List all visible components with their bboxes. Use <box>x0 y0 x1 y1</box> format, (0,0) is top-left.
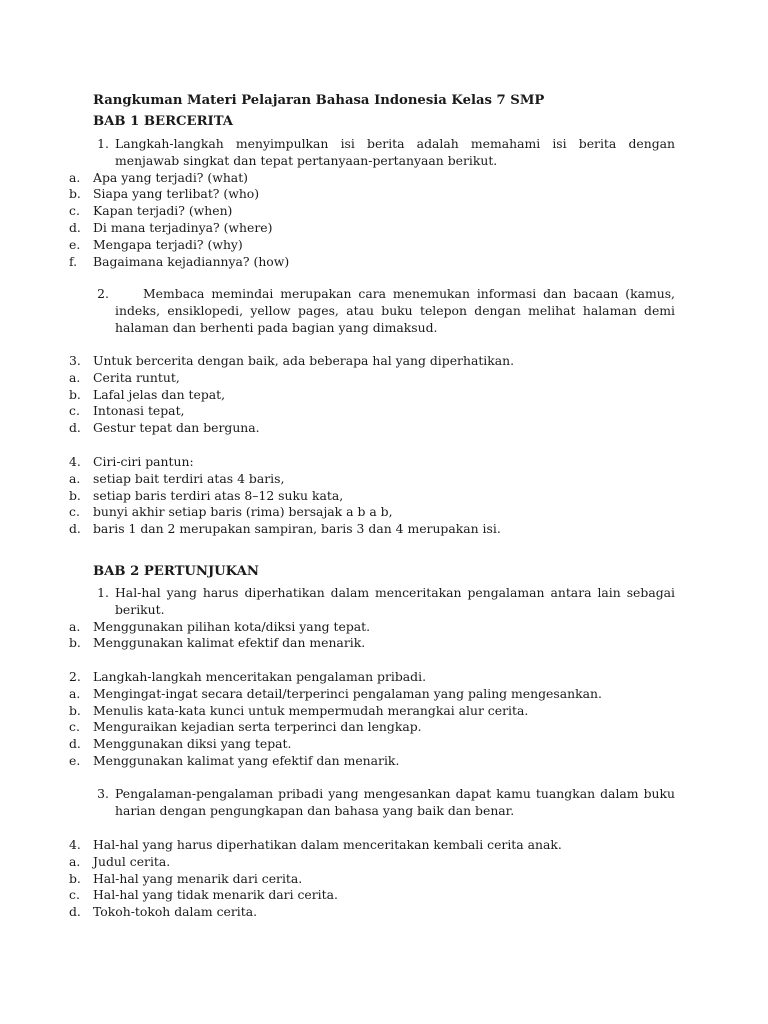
sub-item <box>69 719 675 736</box>
sub-text: Menguraikan kejadian serta terperinci dan lengkap. <box>93 719 422 735</box>
document-title: Rangkuman Materi Pelajaran Bahasa Indonesia Kelas 7 SMP <box>93 93 545 108</box>
sub-marker: b. <box>69 870 81 886</box>
bab2-item3 <box>69 786 675 820</box>
sub-item <box>69 854 675 871</box>
item-text: Pengalaman-pengalaman pribadi yang mengesankan dapat kamu tuangkan dalam buku harian dengan pengungkapan dan bahasa yang baik dan benar. <box>115 786 675 818</box>
sub-text: Lafal jelas dan tepat, <box>93 386 226 402</box>
sub-item <box>69 403 675 420</box>
item-text: Membaca memindai merupakan cara menemukan informasi dan bacaan (kamus, indeks, ensiklopedi, yellow pages, atau buku telepon dengan melihat halaman demi halaman dan berhenti pada bagian yang dimaksud. <box>115 286 675 335</box>
item-number: 3. <box>97 786 109 801</box>
item-number: 1. <box>97 136 109 151</box>
sub-item <box>69 237 675 254</box>
list-item <box>69 136 675 170</box>
sub-marker: c. <box>69 403 80 419</box>
sub-item <box>69 504 675 521</box>
sub-text: Cerita runtut, <box>93 369 180 385</box>
sub-marker: b. <box>69 386 81 402</box>
sub-text: bunyi akhir setiap baris (rima) bersajak a b a b, <box>93 504 393 520</box>
sub-marker: f. <box>69 253 78 269</box>
item-text: Hal-hal yang harus diperhatikan dalam menceritakan pengalaman antara lain sebagai berikut. <box>115 585 675 617</box>
list-item <box>69 786 675 820</box>
sub-marker: d. <box>69 219 81 235</box>
sub-item <box>69 420 675 437</box>
sub-marker: b. <box>69 702 81 718</box>
item-number: 2. <box>69 669 81 684</box>
sub-text: Mengingat-ingat secara detail/terperinci pengalaman yang paling mengesankan. <box>93 685 602 701</box>
item-text: Hal-hal yang harus diperhatikan dalam menceritakan kembali cerita anak. <box>93 837 562 852</box>
sub-marker: d. <box>69 736 81 752</box>
sub-text: Di mana terjadinya? (where) <box>93 219 273 235</box>
item-text: Langkah-langkah menyimpulkan isi berita adalah memahami isi berita dengan menjawab singkat dan tepat pertanyaan-pertanyaan berikut. <box>115 136 675 168</box>
sub-marker: b. <box>69 186 81 202</box>
list-item <box>69 669 675 686</box>
sub-item <box>69 736 675 753</box>
sub-marker: a. <box>69 618 81 634</box>
sub-item <box>69 488 675 505</box>
sub-text: setiap baris terdiri atas 8–12 suku kata, <box>93 487 344 503</box>
bab1-item3 <box>69 353 675 437</box>
list-item <box>69 454 675 471</box>
item-text: Untuk bercerita dengan baik, ada beberapa hal yang diperhatikan. <box>93 353 515 368</box>
sub-text: Judul cerita. <box>93 853 171 869</box>
bab1-heading: BAB 1 BERCERITA <box>93 114 234 129</box>
list-item <box>69 585 675 619</box>
item-text: Ciri-ciri pantun: <box>93 454 194 469</box>
sub-marker: d. <box>69 521 81 537</box>
bab2-heading: BAB 2 PERTUNJUKAN <box>93 564 259 579</box>
sub-marker: e. <box>69 752 81 768</box>
sub-item <box>69 186 675 203</box>
sub-text: Apa yang terjadi? (what) <box>93 169 249 185</box>
sub-item <box>69 170 675 187</box>
item-number: 3. <box>69 353 81 368</box>
sub-item <box>69 387 675 404</box>
sub-text: Menggunakan kalimat efektif dan menarik. <box>93 635 366 651</box>
sub-item <box>69 635 675 652</box>
sub-marker: d. <box>69 904 81 920</box>
bab2-item4 <box>69 837 675 921</box>
sub-text: Hal-hal yang tidak menarik dari cerita. <box>93 887 338 903</box>
sub-item <box>69 370 675 387</box>
sub-text: Intonasi tepat, <box>93 403 185 419</box>
list-item <box>69 837 675 854</box>
sub-marker: c. <box>69 887 80 903</box>
sub-text: Menulis kata-kata kunci untuk mempermudah merangkai alur cerita. <box>93 702 529 718</box>
sub-marker: d. <box>69 420 81 436</box>
sub-text: Siapa yang terlibat? (who) <box>93 186 260 202</box>
sub-item <box>69 686 675 703</box>
sub-text: Menggunakan diksi yang tepat. <box>93 736 292 752</box>
sub-marker: a. <box>69 470 81 486</box>
bab2-item1 <box>69 585 675 652</box>
sub-item <box>69 904 675 921</box>
sub-text: Menggunakan pilihan kota/diksi yang tepat. <box>93 618 371 634</box>
sub-item <box>69 471 675 488</box>
sub-item <box>69 203 675 220</box>
sub-item <box>69 254 675 271</box>
sub-text: Gestur tepat dan berguna. <box>93 420 260 436</box>
sub-item <box>69 619 675 636</box>
sub-text: baris 1 dan 2 merupakan sampiran, baris 3 dan 4 merupakan isi. <box>93 521 501 537</box>
item-number: 1. <box>97 585 109 600</box>
bab1-item2 <box>69 286 675 336</box>
sub-marker: a. <box>69 169 81 185</box>
sub-marker: a. <box>69 853 81 869</box>
sub-text: Hal-hal yang menarik dari cerita. <box>93 870 303 886</box>
sub-item <box>69 871 675 888</box>
sub-text: Menggunakan kalimat yang efektif dan menarik. <box>93 752 400 768</box>
sub-marker: a. <box>69 685 81 701</box>
list-item <box>69 353 675 370</box>
sub-text: Mengapa terjadi? (why) <box>93 236 243 252</box>
sub-marker: c. <box>69 504 80 520</box>
sub-item <box>69 521 675 538</box>
sub-item <box>69 753 675 770</box>
sub-item <box>69 887 675 904</box>
sub-text: Kapan terjadi? (when) <box>93 203 233 219</box>
item-number: 2. <box>97 286 109 301</box>
item-number: 4. <box>69 454 81 469</box>
sub-item <box>69 220 675 237</box>
sub-text: Bagaimana kejadiannya? (how) <box>93 253 290 269</box>
sub-marker: a. <box>69 369 81 385</box>
sub-text: Tokoh-tokoh dalam cerita. <box>93 904 258 920</box>
list-item <box>69 286 675 336</box>
sub-marker: c. <box>69 719 80 735</box>
sub-item <box>69 703 675 720</box>
sub-text: setiap bait terdiri atas 4 baris, <box>93 470 285 486</box>
item-text: Langkah-langkah menceritakan pengalaman pribadi. <box>93 669 427 684</box>
bab1-item4 <box>69 454 675 538</box>
sub-marker: c. <box>69 203 80 219</box>
sub-marker: b. <box>69 487 81 503</box>
bab2-item2 <box>69 669 675 770</box>
sub-marker: b. <box>69 635 81 651</box>
item-number: 4. <box>69 837 81 852</box>
sub-marker: e. <box>69 236 81 252</box>
bab1-item1 <box>69 136 675 270</box>
